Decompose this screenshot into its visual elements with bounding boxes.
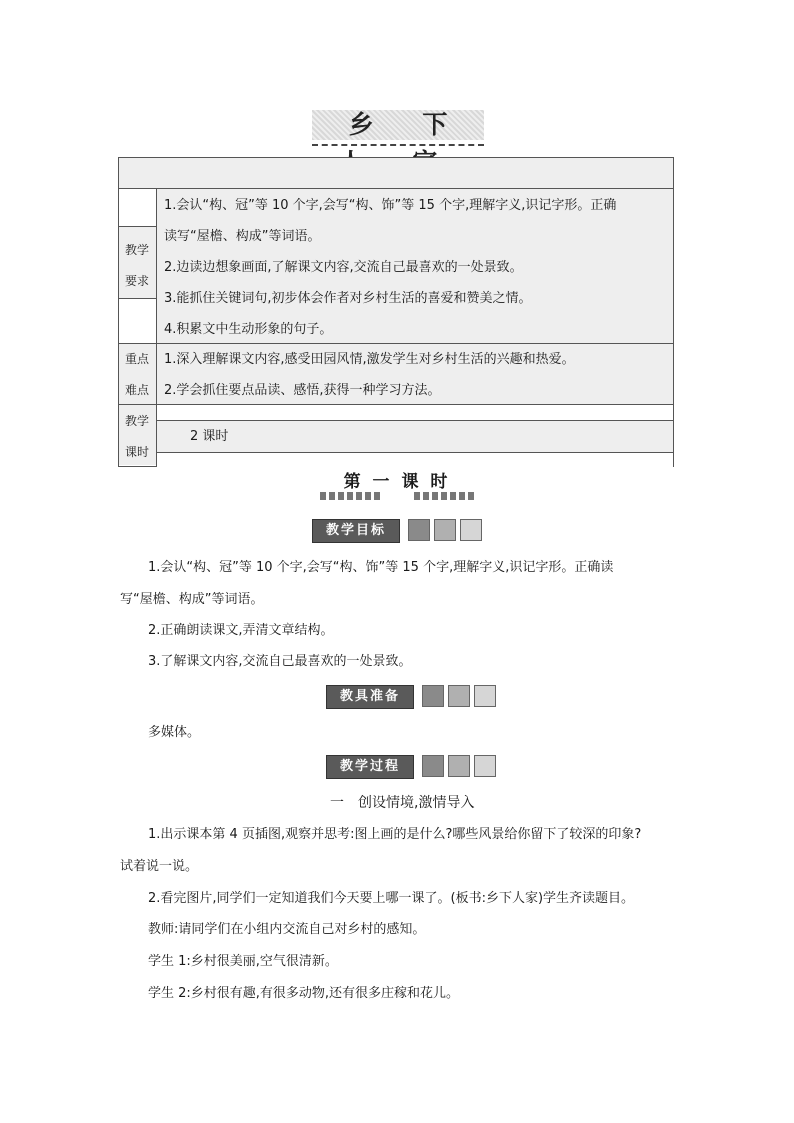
process-line: 教师:请同学们在小组内交流自己对乡村的感知。 <box>148 922 426 937</box>
badge-square <box>460 519 482 541</box>
badge-square <box>422 755 444 777</box>
hours-label-1: 教学 <box>124 414 149 428</box>
badge-square <box>474 755 496 777</box>
process-line: 学生 1:乡村很美丽,空气很清新。 <box>148 954 338 969</box>
badge-square <box>448 755 470 777</box>
key-point-line: 2.学会抓住要点品读、感悟,获得一种学习方法。 <box>164 383 441 398</box>
badge-square <box>408 519 430 541</box>
badge-label: 教学目标 <box>312 519 400 543</box>
goals-line: 1.会认“构、冠”等 10 个字,会写“构、饰”等 15 个字,理解字义,识记字形。正确读 <box>148 560 614 575</box>
hours-cell <box>157 420 674 452</box>
table-line <box>157 452 674 453</box>
lesson-plan-table <box>118 157 674 467</box>
goals-label-2: 要求 <box>124 274 149 288</box>
key-point-line: 1.深入理解课文内容,感受田园风情,激发学生对乡村生活的兴趣和热爱。 <box>164 352 575 367</box>
goals-line: 3.了解课文内容,交流自己最喜欢的一处景致。 <box>148 654 412 669</box>
goal-line: 4.积累文中生动形象的句子。 <box>164 322 333 337</box>
goals-line: 写“屋檐、构成”等词语。 <box>120 592 264 607</box>
goals-line: 2.正确朗读课文,弄清文章结构。 <box>148 623 334 638</box>
process-subheading: 一 创设情境,激情导入 <box>330 795 475 811</box>
process-line: 2.看完图片,同学们一定知道我们今天要上哪一课了。(板书:乡下人家)学生齐读题目。 <box>148 891 635 906</box>
table-line <box>118 343 157 344</box>
key-label-2: 难点 <box>124 383 149 397</box>
goal-line: 1.会认“构、冠”等 10 个字,会写“构、饰”等 15 个字,理解字义,识记字形。正确 <box>164 198 617 213</box>
hours-value: 2 课时 <box>190 429 229 444</box>
table-line <box>118 466 157 467</box>
prep-text: 多媒体。 <box>148 725 201 740</box>
ornament-left <box>320 492 380 500</box>
process-line: 试着说一说。 <box>120 859 199 874</box>
badge-label: 教具准备 <box>326 685 414 709</box>
goals-label-1: 教学 <box>124 243 149 257</box>
lesson-heading <box>322 470 472 508</box>
page-title: 乡 下 <box>348 110 468 139</box>
table-line <box>118 404 157 405</box>
section-badge-goals <box>312 519 484 543</box>
badge-square <box>434 519 456 541</box>
table-line <box>157 343 674 344</box>
table-line <box>673 157 674 467</box>
table-line <box>156 188 157 467</box>
goal-line: 读写“屋檐、构成”等词语。 <box>164 229 321 244</box>
goal-line: 2.边读边想象画面,了解课文内容,交流自己最喜欢的一处景致。 <box>164 260 523 275</box>
badge-square <box>474 685 496 707</box>
process-line: 学生 2:乡村很有趣,有很多动物,还有很多庄稼和花儿。 <box>148 986 460 1001</box>
table-header-row <box>118 157 674 188</box>
table-line <box>157 420 674 421</box>
hours-label-2: 课时 <box>124 445 149 459</box>
badge-square <box>422 685 444 707</box>
goal-line: 3.能抓住关键词句,初步体会作者对乡村生活的喜爱和赞美之情。 <box>164 291 532 306</box>
process-line: 1.出示课本第 4 页插图,观察并思考:图上画的是什么?哪些风景给你留下了较深的印象? <box>148 827 642 842</box>
key-label-1: 重点 <box>124 352 149 366</box>
badge-square <box>448 685 470 707</box>
table-line <box>118 226 157 227</box>
lesson-title: 第 一 课 时 <box>343 472 451 492</box>
table-line <box>118 188 674 189</box>
document-title-block <box>312 106 484 146</box>
title-underline <box>312 144 484 146</box>
ornament-right <box>414 492 474 500</box>
section-badge-prep <box>326 685 498 709</box>
table-line <box>118 298 157 299</box>
table-line <box>118 157 674 158</box>
badge-label: 教学过程 <box>326 755 414 779</box>
table-line <box>157 404 674 405</box>
section-badge-process <box>326 755 498 779</box>
